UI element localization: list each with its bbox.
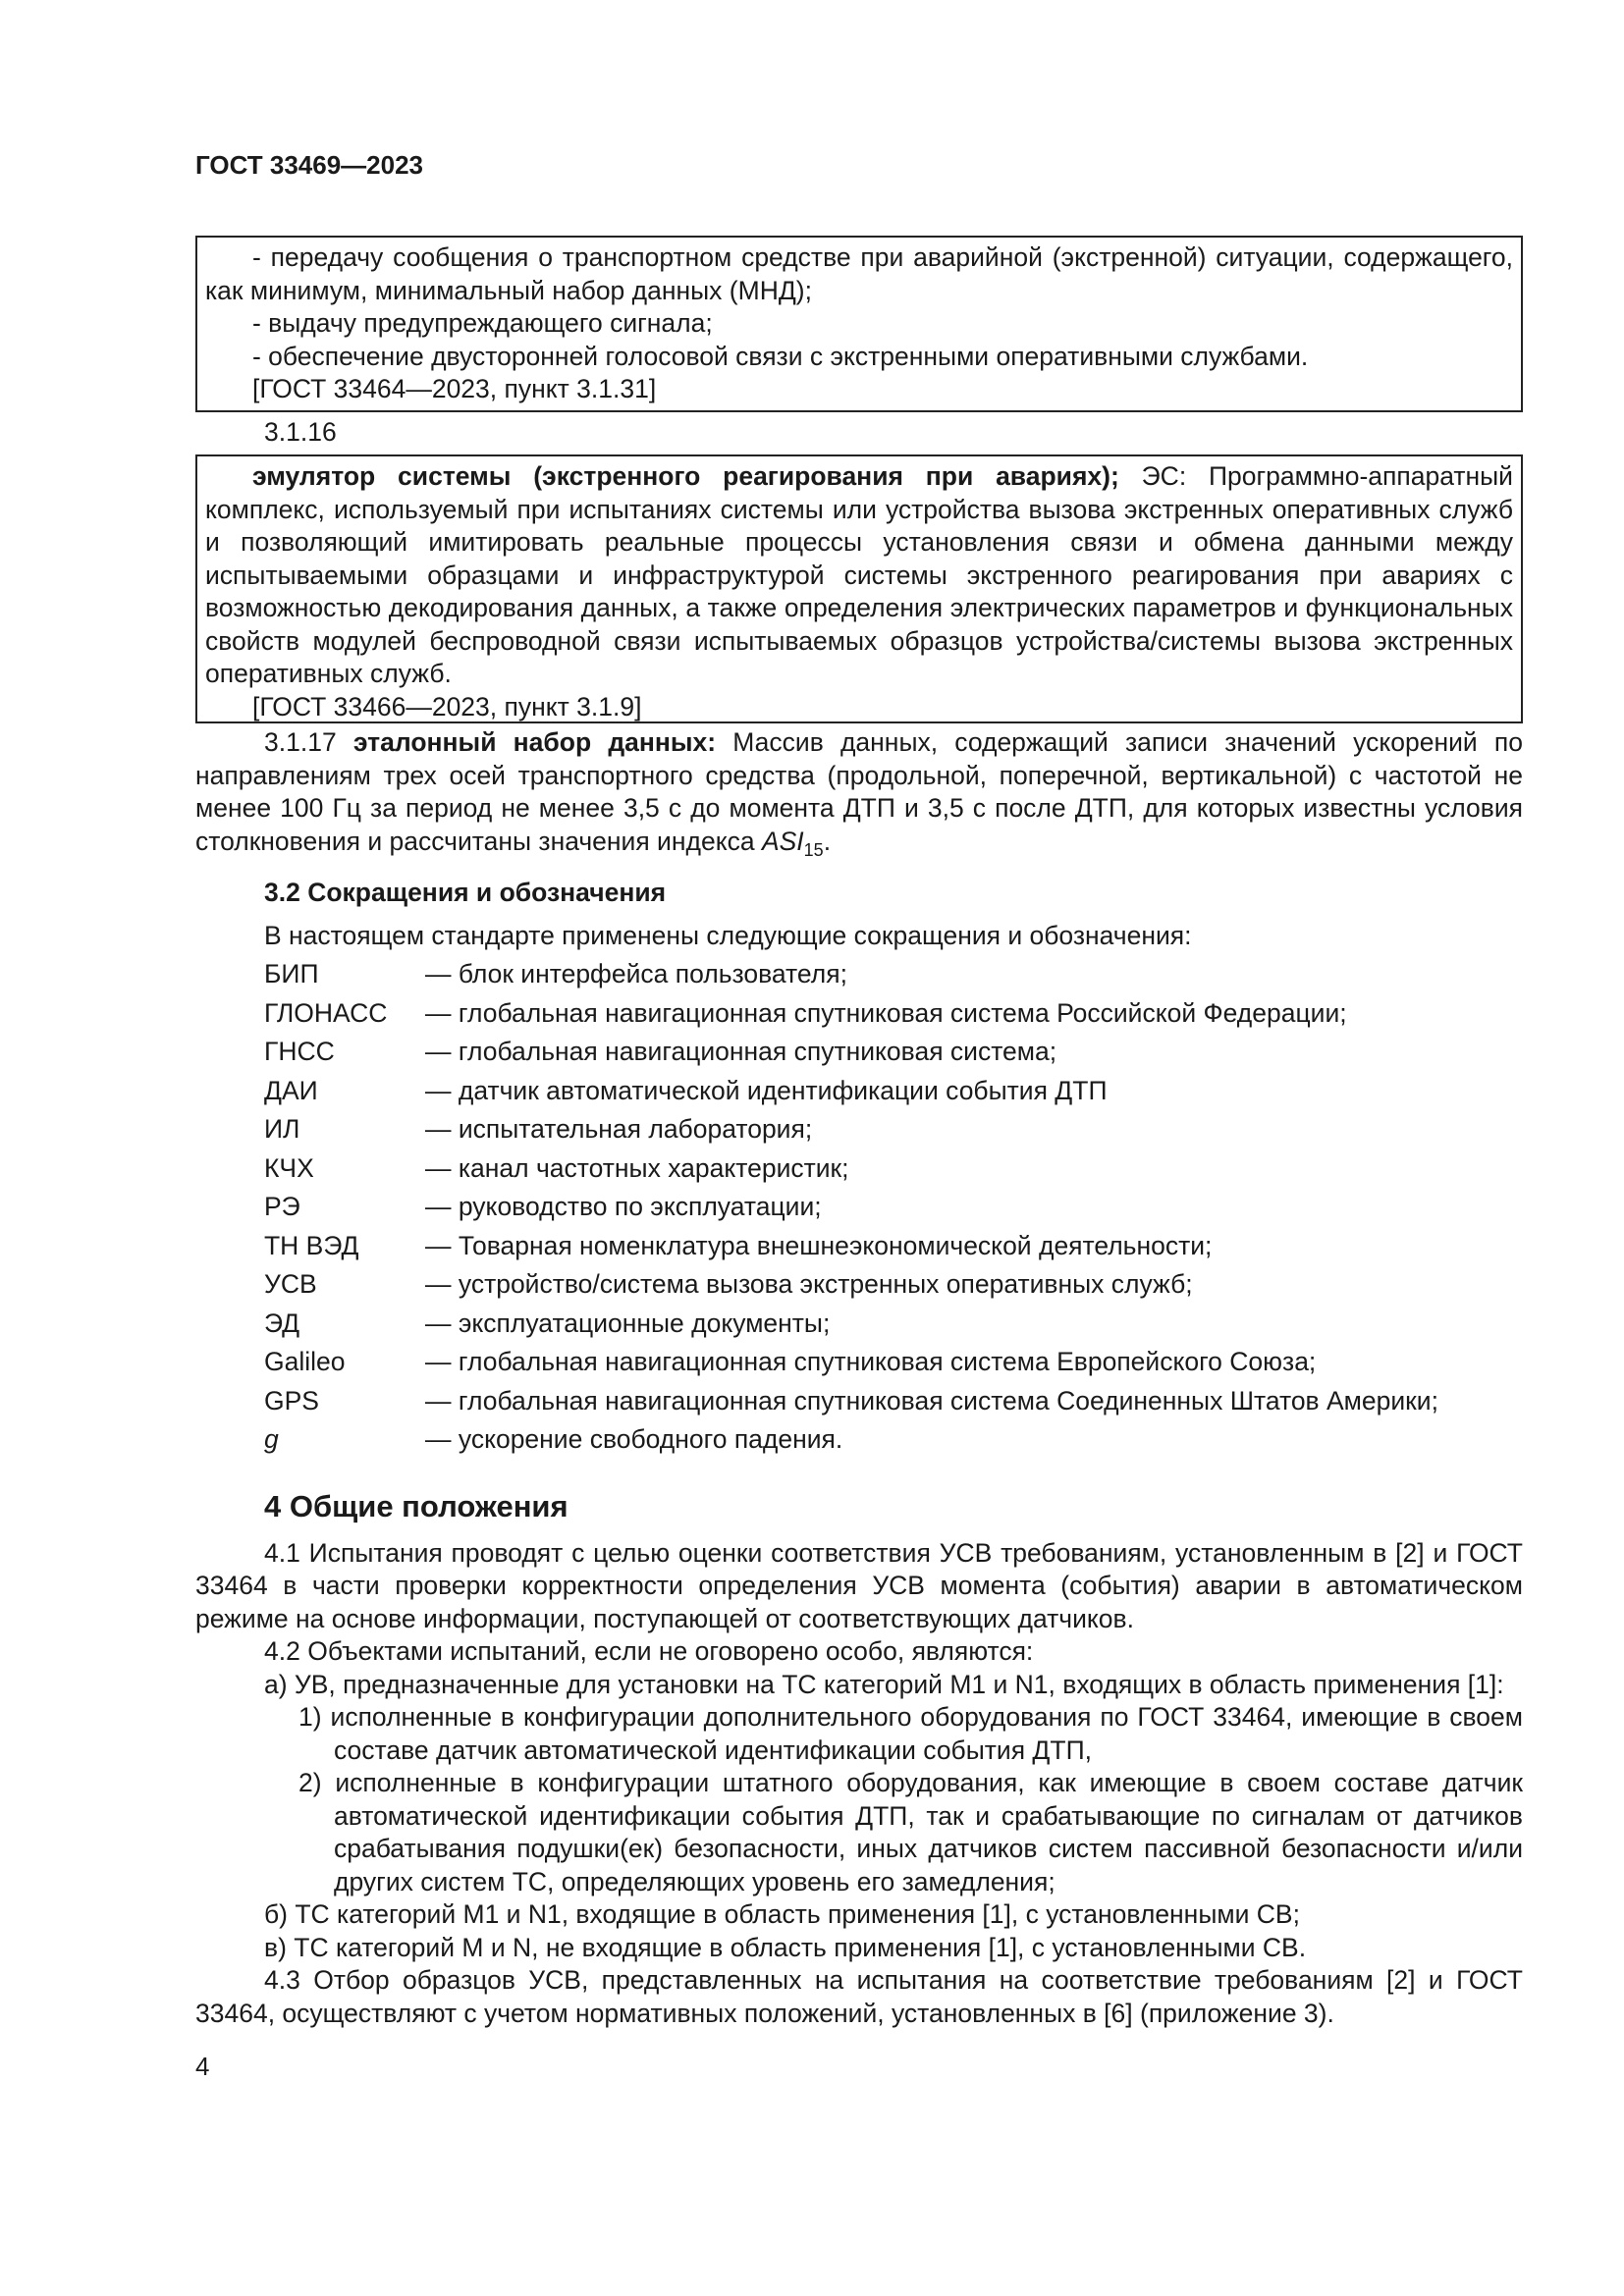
abbreviation-term: БИП [264, 959, 319, 988]
abbreviation-row [195, 1110, 1523, 1149]
definition-box-continued [195, 236, 1523, 412]
abbreviation-definition: — эксплуатационные документы; [425, 1308, 831, 1338]
abbreviation-row [195, 1343, 1523, 1382]
abbreviation-row [195, 1188, 1523, 1227]
abbreviation-term: КЧХ [264, 1152, 314, 1183]
abbreviation-term: ГНСС [264, 1037, 335, 1066]
box2-definition [205, 460, 1513, 691]
box2-reference: [ГОСТ 33466—2023, пункт 3.1.9] [252, 691, 642, 721]
abbreviation-definition: — глобальная навигационная спутниковая система; [425, 1037, 1057, 1066]
item-3-1-17-text: Массив данных, содержащий записи значений ускорений по направлениям трех осей транспортного средства (продольной, поперечной, вертикальной) с частотой не менее 100 Гц за период не менее 3,5 с до момента ДТП и 3,5 с после ДТП, для которых известны условия столкновения и рассчитаны значения индекса [195, 727, 1523, 856]
item-3-1-17-number: 3.1.17 [264, 727, 353, 757]
abbreviation-term: GPS [264, 1385, 319, 1415]
paragraph-4-2: 4.2 Объектами испытаний, если не оговорено особо, являются: [264, 1636, 1034, 1666]
abbreviation-row [195, 1265, 1523, 1305]
abbreviation-definition: — ускорение свободного падения. [425, 1424, 843, 1454]
item-3-1-17-term: эталонный набор данных: [352, 727, 717, 757]
abbreviation-definition: — Товарная номенклатура внешнеэкономической деятельности; [425, 1230, 1213, 1260]
asi-symbol: ASI [761, 826, 804, 856]
item-3-1-17 [195, 726, 1523, 858]
box1-line-3: - обеспечение двусторонней голосовой связи с экстренными оперативными службами. [252, 341, 1309, 371]
asi-subscript: 15 [803, 839, 824, 860]
paragraph-4-1: 4.1 Испытания проводят с целью оценки соответствия УСВ требованиям, установленным в [2] и ГОСТ 33464 в части проверки корректности определения УСВ момента (события) аварии в автоматическом режиме на основе информации, поступающей от соответствующих датчиков. [195, 1537, 1523, 1633]
item-number-3-1-16: 3.1.16 [264, 417, 337, 447]
item-3-1-17-paragraph [195, 726, 1523, 858]
abbreviation-row [195, 1072, 1523, 1111]
box1-line-2: - выдачу предупреждающего сигнала; [252, 308, 713, 338]
abbreviation-term: ТН ВЭД [264, 1230, 359, 1260]
abbreviation-row [195, 1420, 1523, 1460]
paragraph-4-3: 4.3 Отбор образцов УСВ, представленных на испытания на соответствие требованиям [2] и ГОСТ 33464, осуществляют с учетом нормативных положений, установленных в [6] (приложение 3). [195, 1965, 1523, 2028]
abbreviation-definition: — руководство по эксплуатации; [425, 1192, 822, 1221]
abbreviation-row [195, 955, 1523, 994]
abbreviation-definition: — глобальная навигационная спутниковая система Российской Федерации; [425, 997, 1347, 1028]
abbreviation-term: ДАИ [264, 1075, 318, 1105]
abbreviation-row [195, 1033, 1523, 1072]
section-3-2-intro: В настоящем стандарте применены следующие сокращения и обозначения: [264, 920, 1192, 950]
box2-term: эмулятор системы (экстренного реагирования при авариях); [252, 461, 1119, 491]
abbreviation-definition: — глобальная навигационная спутниковая система Европейского Союза; [425, 1347, 1317, 1376]
abbreviation-row [195, 1382, 1523, 1421]
abbreviation-term: ЭД [264, 1308, 300, 1338]
abbreviation-term: g [264, 1424, 279, 1454]
section-4 [195, 1490, 1523, 2030]
list-item-a-1: 1) исполненные в конфигурации дополнительного оборудования по ГОСТ 33464, имеющие в своем составе датчик автоматической идентификации события ДТП, [298, 1702, 1523, 1765]
abbreviation-row [195, 1305, 1523, 1344]
box1-reference: [ГОСТ 33464—2023, пункт 3.1.31] [252, 374, 657, 403]
abbreviation-term: РЭ [264, 1192, 300, 1221]
item-3-1-17-end: . [823, 826, 832, 856]
section-3-2 [195, 877, 1523, 1460]
abbreviation-term: ГЛОНАСС [264, 997, 388, 1028]
abbreviation-row [195, 1149, 1523, 1189]
list-item-b: б) ТС категорий М1 и N1, входящие в область применения [1], с установленными СВ; [264, 1899, 1300, 1929]
abbreviation-term: УСВ [264, 1269, 317, 1299]
abbreviation-definition: — глобальная навигационная спутниковая система Соединенных Штатов Америки; [425, 1385, 1438, 1415]
abbreviation-definition: — канал частотных характеристик; [425, 1152, 849, 1183]
abbreviation-definition: — блок интерфейса пользователя; [425, 959, 847, 988]
document-code: ГОСТ 33469—2023 [195, 150, 423, 180]
section-3-2-title: 3.2 Сокращения и обозначения [264, 878, 667, 907]
list-item-a: а) УВ, предназначенные для установки на ТС категорий М1 и N1, входящих в область применения [1]: [264, 1669, 1504, 1699]
definition-box-emulator [195, 454, 1523, 723]
abbreviation-term: Galileo [264, 1347, 346, 1376]
page-number: 4 [195, 2052, 210, 2081]
abbreviation-row [195, 1227, 1523, 1266]
list-item-v: в) ТС категорий М и N, не входящие в область применения [1], с установленными СВ. [264, 1932, 1307, 1962]
box2-definition-text: ЭС: Программно-аппаратный комплекс, используемый при испытаниях системы или устройства вызова экстренных оперативных служб и позволяющий имитировать реальные процессы установления связи и обмена данными между испытываемыми образцами и инфраструктурой системы экстренного реагирования при авариях с возможностью декодирования данных, а также определения электрических параметров и функциональных свойств модулей беспроводной связи испытываемых образцов устройства/системы вызова экстренных оперативных служб. [205, 461, 1513, 688]
abbreviation-list [195, 955, 1523, 1460]
abbreviation-definition: — датчик автоматической идентификации события ДТП [425, 1075, 1108, 1105]
section-4-title: 4 Общие положения [264, 1489, 568, 1523]
abbreviation-definition: — устройство/система вызова экстренных оперативных служб; [425, 1269, 1193, 1299]
abbreviation-definition: — испытательная лаборатория; [425, 1114, 813, 1144]
list-item-a-2: 2) исполненные в конфигурации штатного оборудования, как имеющие в своем составе датчик автоматической идентификации события ДТП, так и срабатывающие по сигналам от датчиков срабатывания подушки(ек) безопасности, иных датчиков систем пассивной безопасности и/или других систем ТС, определяющих уровень его замедления; [298, 1768, 1523, 1896]
abbreviation-term: ИЛ [264, 1114, 300, 1144]
abbreviation-row [195, 994, 1523, 1034]
box1-line-1: - передачу сообщения о транспортном средстве при аварийной (экстренной) ситуации, содержащего, как минимум, минимальный набор данных (МНД); [205, 242, 1513, 305]
